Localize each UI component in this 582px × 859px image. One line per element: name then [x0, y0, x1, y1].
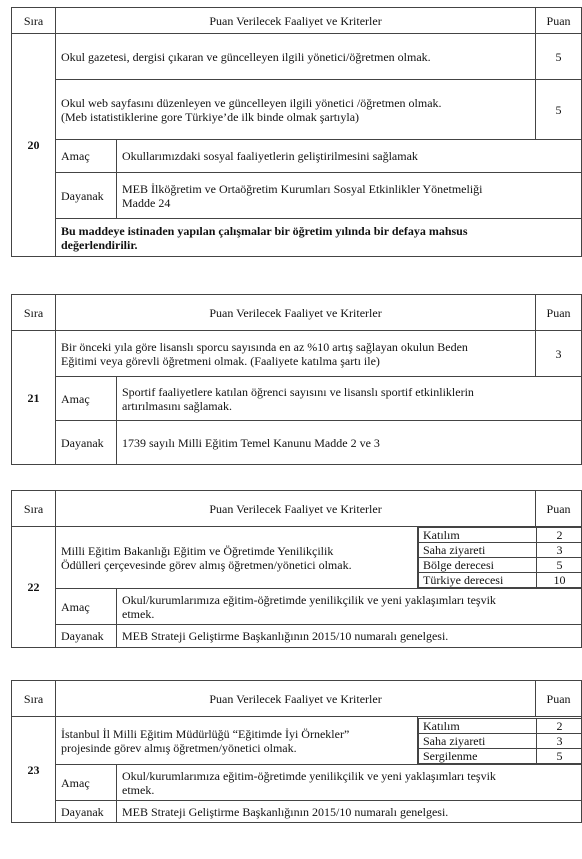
amac-line: etmek. — [122, 606, 155, 621]
header-sira: Sıra — [12, 295, 56, 331]
row-number: 21 — [12, 331, 56, 465]
sub-label: Bölge derecesi — [419, 558, 537, 573]
sub-label: Saha ziyareti — [419, 733, 537, 748]
criterion-points: 5 — [536, 80, 582, 140]
amac-line: Okul/kurumlarımıza eğitim-öğretimde yenilikçilik ve yeni yaklaşımları teşvik — [122, 592, 496, 607]
sub-points: 5 — [537, 748, 582, 763]
dayanak-line: MEB İlköğretim ve Ortaöğretim Kurumları Sosyal Etkinlikler Yönetmeliği — [122, 181, 483, 196]
dayanak-line: Madde 24 — [122, 195, 171, 210]
note-line: değerlendirilir. — [61, 237, 138, 252]
criterion-text — [56, 331, 536, 377]
criterion-line: Bir önceki yıla göre lisanslı sporcu sayısında en az %10 artış sağlayan okulun Beden — [61, 339, 468, 354]
header-puan: Puan — [536, 8, 582, 34]
dayanak-text: 1739 sayılı Milli Eğitim Temel Kanunu Madde 2 ve 3 — [117, 421, 582, 465]
amac-text — [117, 765, 582, 801]
criterion-line: projesinde görev almış öğretmen/yönetici olmak. — [61, 740, 297, 755]
criterion-line: Eğitimi veya görevli öğretmeni olmak. (Faaliyete katılma şartı ile) — [61, 353, 380, 368]
row-number: 23 — [12, 717, 56, 823]
amac-label: Amaç — [56, 765, 117, 801]
points-breakdown — [418, 527, 582, 589]
points-breakdown — [418, 717, 582, 765]
sub-points: 3 — [537, 543, 582, 558]
sub-label: Katılım — [419, 718, 537, 733]
header-title: Puan Verilecek Faaliyet ve Kriterler — [56, 8, 536, 34]
header-title: Puan Verilecek Faaliyet ve Kriterler — [56, 491, 536, 527]
sub-points: 2 — [537, 718, 582, 733]
criteria-table-20 — [11, 7, 582, 257]
criterion-line: Ödülleri çerçevesinde görev almış öğretmen/yönetici olmak. — [61, 557, 352, 572]
dayanak-text: MEB Strateji Geliştirme Başkanlığının 2015/10 numaralı genelgesi. — [117, 801, 582, 823]
criterion-points: 3 — [536, 331, 582, 377]
header-sira: Sıra — [12, 681, 56, 717]
amac-label: Amaç — [56, 377, 117, 421]
sub-label: Türkiye derecesi — [419, 573, 537, 588]
header-title: Puan Verilecek Faaliyet ve Kriterler — [56, 295, 536, 331]
criteria-table-21 — [11, 294, 582, 465]
criteria-table-22 — [11, 490, 582, 648]
dayanak-text: MEB Strateji Geliştirme Başkanlığının 2015/10 numaralı genelgesi. — [117, 625, 582, 648]
amac-label: Amaç — [56, 589, 117, 625]
amac-line: Sportif faaliyetlere katılan öğrenci sayısını ve lisanslı sportif etkinliklerin — [122, 384, 474, 399]
amac-line: Okul/kurumlarımıza eğitim-öğretimde yenilikçilik ve yeni yaklaşımları teşvik — [122, 768, 496, 783]
dayanak-label: Dayanak — [56, 625, 117, 648]
amac-label: Amaç — [56, 140, 117, 173]
sub-label: Sergilenme — [419, 748, 537, 763]
amac-text: Okullarımızdaki sosyal faaliyetlerin geliştirilmesini sağlamak — [117, 140, 582, 173]
criterion-line: (Meb istatistiklerine gore Türkiye’de ilk binde olmak şartıyla) — [61, 109, 360, 124]
header-puan: Puan — [536, 295, 582, 331]
row-number: 22 — [12, 527, 56, 648]
criterion-line: Milli Eğitim Bakanlığı Eğitim ve Öğretimde Yenilikçilik — [61, 543, 334, 558]
sub-label: Saha ziyareti — [419, 543, 537, 558]
note-line: Bu maddeye istinaden yapılan çalışmalar bir öğretim yılında bir defaya mahsus — [61, 223, 468, 238]
criterion-line: İstanbul İl Milli Eğitim Müdürlüğü “Eğitimde İyi Örnekler” — [61, 726, 350, 741]
dayanak-text — [117, 173, 582, 219]
header-puan: Puan — [536, 491, 582, 527]
criterion-text — [56, 717, 418, 765]
criterion-points: 5 — [536, 34, 582, 80]
amac-text — [117, 377, 582, 421]
criterion-text — [56, 80, 536, 140]
header-puan: Puan — [536, 681, 582, 717]
header-sira: Sıra — [12, 8, 56, 34]
sub-points: 10 — [537, 573, 582, 588]
dayanak-label: Dayanak — [56, 801, 117, 823]
note-text — [56, 219, 582, 257]
sub-points: 5 — [537, 558, 582, 573]
sub-points: 2 — [537, 528, 582, 543]
dayanak-label: Dayanak — [56, 421, 117, 465]
amac-line: etmek. — [122, 782, 155, 797]
criterion-line: Okul web sayfasını düzenleyen ve güncelleyen ilgili yönetici /öğretmen olmak. — [61, 95, 442, 110]
row-number: 20 — [12, 34, 56, 257]
header-sira: Sıra — [12, 491, 56, 527]
header-title: Puan Verilecek Faaliyet ve Kriterler — [56, 681, 536, 717]
dayanak-label: Dayanak — [56, 173, 117, 219]
amac-text — [117, 589, 582, 625]
criteria-table-23 — [11, 680, 582, 823]
criterion-text: Okul gazetesi, dergisi çıkaran ve güncelleyen ilgili yönetici/öğretmen olmak. — [56, 34, 536, 80]
sub-label: Katılım — [419, 528, 537, 543]
amac-line: artırılmasını sağlamak. — [122, 398, 232, 413]
sub-points: 3 — [537, 733, 582, 748]
criterion-text — [56, 527, 418, 589]
